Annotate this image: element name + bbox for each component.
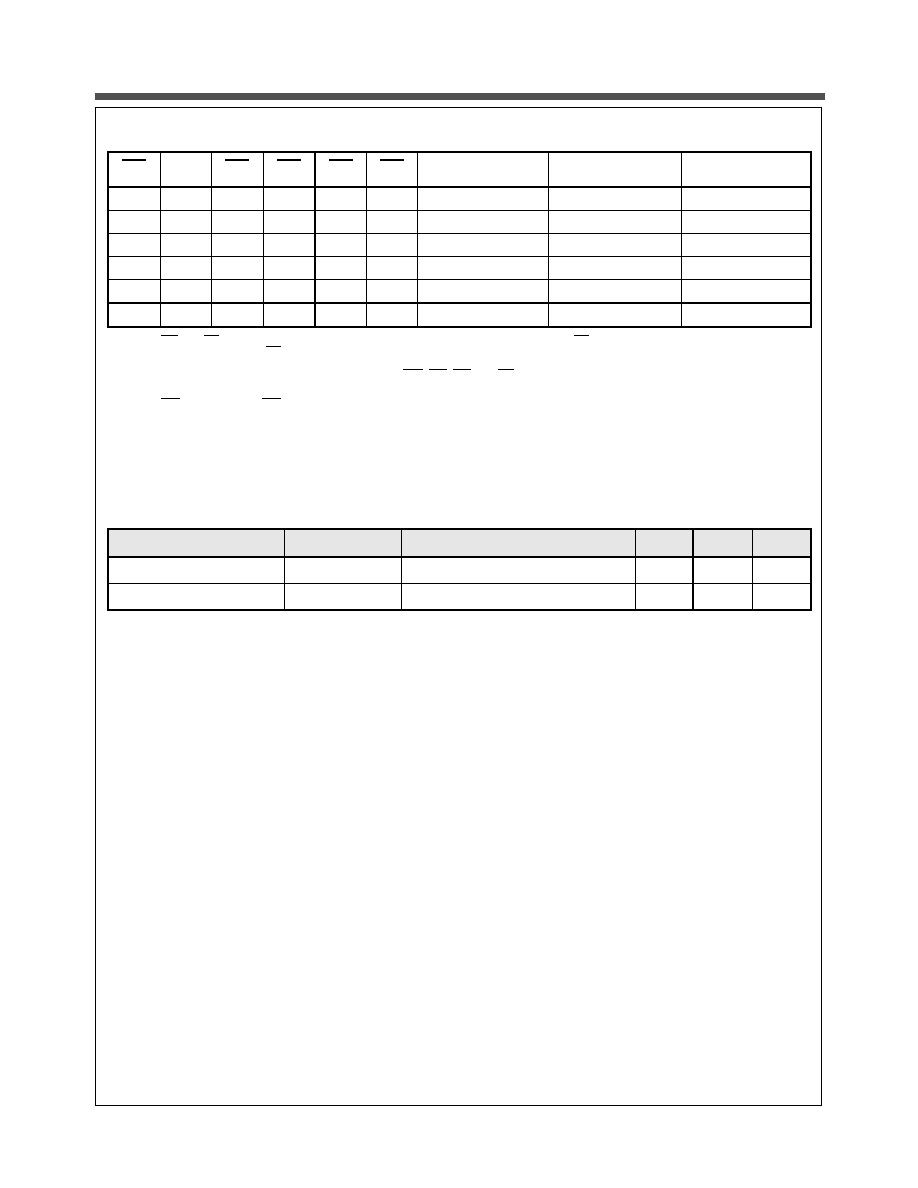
table-cell bbox=[160, 211, 211, 234]
table-cell bbox=[681, 234, 811, 257]
table-cell bbox=[211, 211, 263, 234]
spec-table bbox=[107, 528, 812, 611]
overline-mark bbox=[277, 159, 301, 161]
table-cell bbox=[211, 303, 263, 327]
spec-table-header-row bbox=[108, 529, 811, 557]
table-row bbox=[108, 211, 811, 234]
table-cell bbox=[752, 557, 811, 584]
table-cell bbox=[417, 234, 548, 257]
table-cell bbox=[108, 280, 160, 304]
truth-table-header-cell bbox=[108, 152, 160, 187]
spec-table-header-cell bbox=[284, 529, 401, 557]
table-cell bbox=[417, 257, 548, 280]
note-overline-mark bbox=[429, 369, 447, 370]
table-cell bbox=[693, 557, 752, 584]
table-cell bbox=[681, 187, 811, 211]
table-cell bbox=[681, 257, 811, 280]
truth-table-header-cell bbox=[263, 152, 315, 187]
table-cell bbox=[315, 234, 366, 257]
truth-table-header-row bbox=[108, 152, 811, 187]
table-cell bbox=[263, 280, 315, 304]
table-row bbox=[108, 257, 811, 280]
table-cell bbox=[635, 584, 693, 611]
table-cell bbox=[417, 280, 548, 304]
table-cell bbox=[108, 584, 284, 611]
table-cell bbox=[401, 557, 635, 584]
table-cell bbox=[315, 303, 366, 327]
table-cell bbox=[366, 187, 417, 211]
table-cell bbox=[548, 187, 681, 211]
note-overline-mark bbox=[498, 369, 514, 370]
table-row bbox=[108, 280, 811, 304]
table-cell bbox=[417, 187, 548, 211]
table-cell bbox=[211, 280, 263, 304]
truth-table-header-cell bbox=[315, 152, 366, 187]
table-cell bbox=[211, 187, 263, 211]
table-cell bbox=[315, 187, 366, 211]
table-cell bbox=[548, 303, 681, 327]
table-cell bbox=[108, 557, 284, 584]
table-cell bbox=[108, 234, 160, 257]
table-cell bbox=[366, 211, 417, 234]
table-cell bbox=[263, 303, 315, 327]
table-cell bbox=[548, 280, 681, 304]
table-cell bbox=[284, 557, 401, 584]
table-cell bbox=[548, 257, 681, 280]
table-row bbox=[108, 187, 811, 211]
table-cell bbox=[366, 280, 417, 304]
note-overline-mark bbox=[161, 335, 178, 336]
header-rule bbox=[95, 93, 825, 100]
table-cell bbox=[681, 211, 811, 234]
truth-table-header-cell bbox=[548, 152, 681, 187]
table-cell bbox=[366, 234, 417, 257]
table-cell bbox=[160, 303, 211, 327]
table-cell bbox=[366, 257, 417, 280]
overline-mark bbox=[380, 159, 404, 161]
truth-table bbox=[107, 151, 812, 328]
note-overline-mark bbox=[204, 335, 219, 336]
table-cell bbox=[315, 257, 366, 280]
table-cell bbox=[263, 187, 315, 211]
overline-mark bbox=[329, 159, 353, 161]
table-cell bbox=[108, 257, 160, 280]
table-cell bbox=[284, 584, 401, 611]
table-cell bbox=[263, 234, 315, 257]
table-cell bbox=[263, 211, 315, 234]
table-cell bbox=[417, 303, 548, 327]
table-cell bbox=[211, 234, 263, 257]
table-cell bbox=[160, 234, 211, 257]
note-overline-mark bbox=[262, 398, 281, 399]
table-cell bbox=[160, 257, 211, 280]
table-cell bbox=[108, 187, 160, 211]
table-cell bbox=[401, 584, 635, 611]
spec-table-header-cell bbox=[693, 529, 752, 557]
truth-table-header-cell bbox=[211, 152, 263, 187]
overline-mark bbox=[122, 159, 146, 161]
truth-table-header-cell bbox=[366, 152, 417, 187]
note-overline-mark bbox=[453, 369, 471, 370]
table-cell bbox=[693, 584, 752, 611]
note-overline-mark bbox=[403, 369, 423, 370]
table-cell bbox=[681, 303, 811, 327]
table-cell bbox=[160, 280, 211, 304]
table-cell bbox=[635, 557, 693, 584]
table-cell bbox=[681, 280, 811, 304]
table-cell bbox=[752, 584, 811, 611]
truth-table-header-cell bbox=[160, 152, 211, 187]
spec-table-header-cell bbox=[401, 529, 635, 557]
note-overline-mark bbox=[266, 346, 281, 347]
table-cell bbox=[211, 257, 263, 280]
spec-table-header-cell bbox=[752, 529, 811, 557]
table-cell bbox=[548, 211, 681, 234]
table-cell bbox=[548, 234, 681, 257]
table-row bbox=[108, 557, 811, 584]
table-cell bbox=[366, 303, 417, 327]
spec-table-header-cell bbox=[108, 529, 284, 557]
table-cell bbox=[108, 211, 160, 234]
note-overline-mark bbox=[574, 335, 589, 336]
table-row bbox=[108, 584, 811, 611]
spec-table-header-cell bbox=[635, 529, 693, 557]
table-cell bbox=[417, 211, 548, 234]
table-cell bbox=[315, 211, 366, 234]
table-cell bbox=[315, 280, 366, 304]
note-overline-mark bbox=[161, 398, 180, 399]
truth-table-header-cell bbox=[417, 152, 548, 187]
table-cell bbox=[108, 303, 160, 327]
table-row bbox=[108, 234, 811, 257]
overline-mark bbox=[225, 159, 249, 161]
table-cell bbox=[263, 257, 315, 280]
table-cell bbox=[160, 187, 211, 211]
truth-table-header-cell bbox=[681, 152, 811, 187]
table-row bbox=[108, 303, 811, 327]
